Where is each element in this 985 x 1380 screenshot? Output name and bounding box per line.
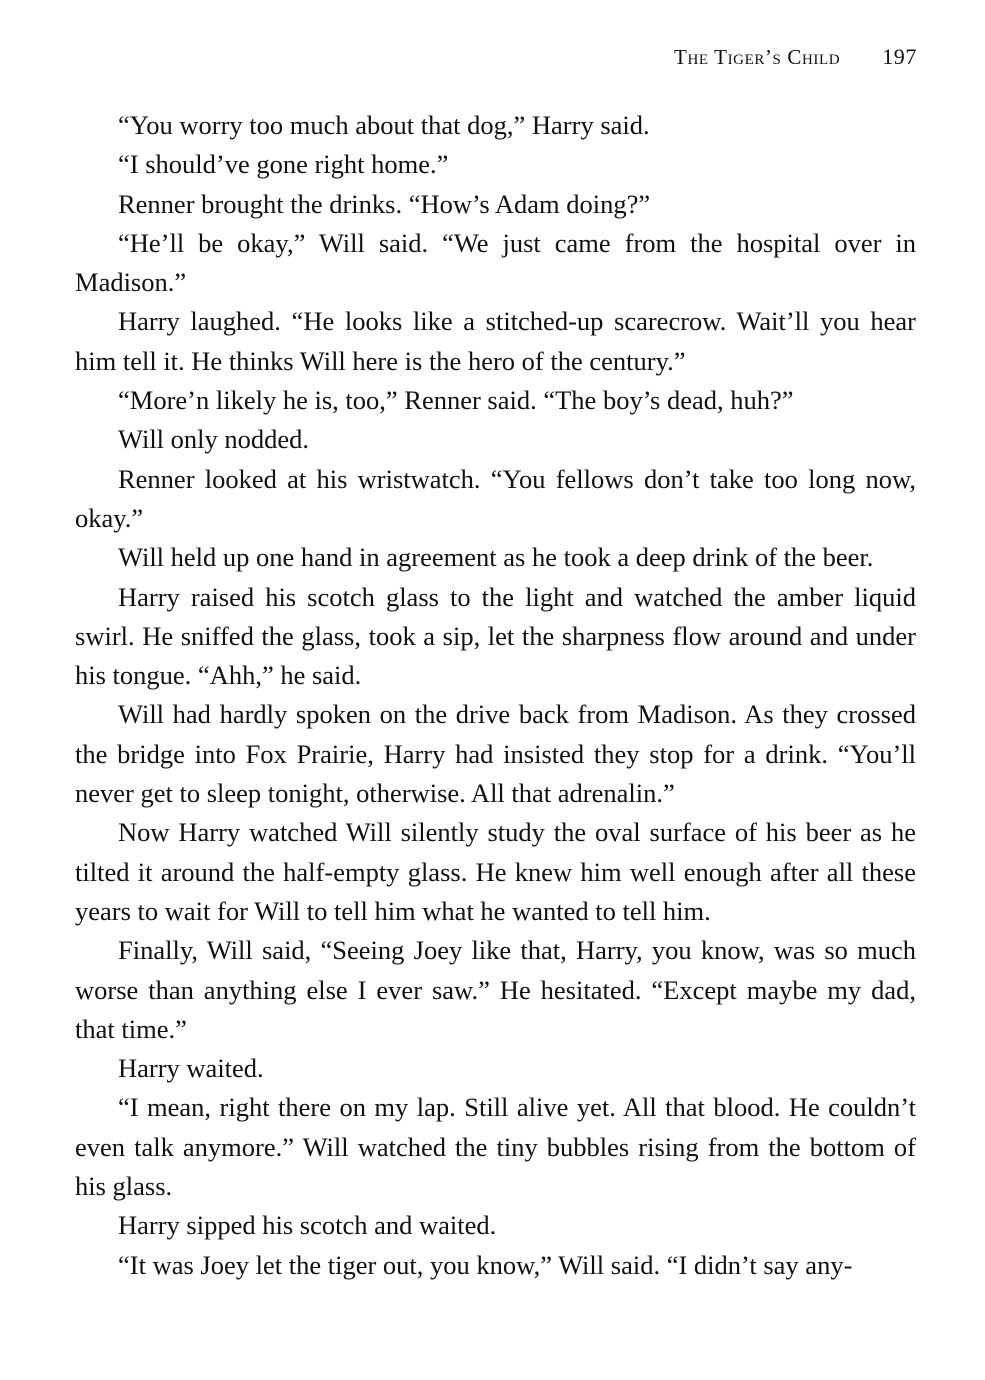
paragraph: “More’n likely he is, too,” Renner said. “The boy’s dead, huh?” bbox=[118, 385, 794, 416]
paragraph: Will held up one hand in agreement as he took a deep drink of the beer. bbox=[118, 542, 874, 573]
paragraph: Will only nodded. bbox=[118, 424, 310, 455]
paragraph: “You worry too much about that dog,” Harry said. bbox=[118, 110, 650, 140]
paragraph: Finally, Will said, “Seeing Joey like that, Harry, you know, was so much worse than anything else I ever saw.” He hesitated. “Except maybe my dad, that time.” bbox=[75, 935, 916, 1044]
running-title: The Tiger’s Child bbox=[674, 45, 841, 69]
paragraph: Renner brought the drinks. “How’s Adam doing?” bbox=[118, 188, 651, 219]
paragraph: Will had hardly spoken on the drive back from Madison. As they crossed the bridge into Fox Prairie, Harry had insisted they stop for a drink. “You’ll never get to sleep tonight, otherwise. All that adrenalin.” bbox=[75, 699, 916, 809]
paragraph: Renner looked at his wristwatch. “You fellows don’t take too long now, okay.” bbox=[75, 463, 916, 533]
paragraph: Harry raised his scotch glass to the light and watched the amber liquid swirl. He sniffed the glass, took a sip, let the sharpness flow around and under his tongue. “Ahh,” he said. bbox=[75, 581, 916, 691]
paragraph: “He’ll be okay,” Will said. “We just came from the hospital over in Madison.” bbox=[75, 227, 916, 298]
running-header bbox=[674, 44, 917, 70]
paragraph: Harry waited. bbox=[118, 1053, 264, 1084]
paragraph: “It was Joey let the tiger out, you know,” Will said. “I didn’t say any- bbox=[118, 1249, 853, 1280]
page-number: 197 bbox=[882, 44, 917, 69]
paragraph: “I should’ve gone right home.” bbox=[118, 149, 449, 180]
paragraph: Harry laughed. “He looks like a stitched-up scarecrow. Wait’ll you hear him tell it. He thinks Will here is the hero of the century.” bbox=[75, 306, 916, 376]
body-text bbox=[75, 106, 916, 1285]
paragraph: Now Harry watched Will silently study the oval surface of his beer as he tilted it around the half-empty glass. He knew him well enough after all these years to wait for Will to tell him what he wanted to tell him. bbox=[75, 817, 916, 926]
paragraph: Harry sipped his scotch and waited. bbox=[118, 1210, 497, 1241]
paragraph: “I mean, right there on my lap. Still alive yet. All that blood. He couldn’t even talk anymore.” Will watched the tiny bubbles rising from the bottom of his glass. bbox=[75, 1092, 916, 1202]
